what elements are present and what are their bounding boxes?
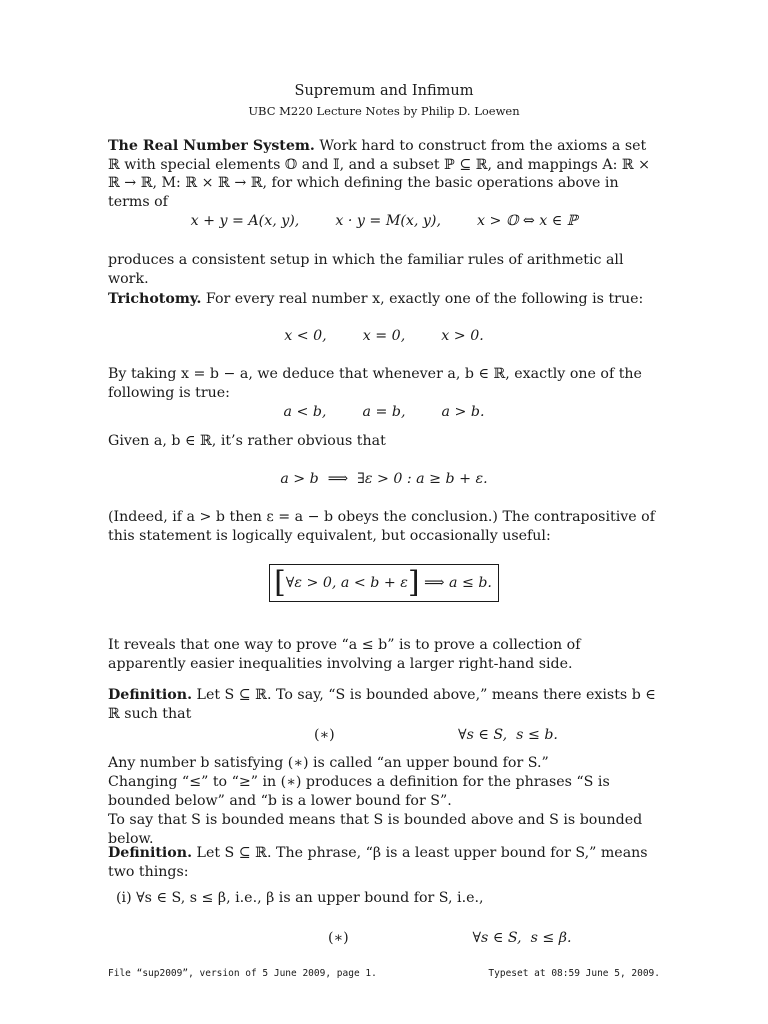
page-footer [108, 968, 660, 981]
paragraph-text: For every real number x, exactly one of the following is true: [205, 291, 644, 307]
section-lead: Definition. [108, 687, 193, 703]
paragraph-text: (Indeed, if a > b then ε = a − b obeys the conclusion.) The contrapositive of this statement is logically equivalent, but occasionally useful: [108, 509, 655, 544]
paragraph-text: Given a, b ∈ ℝ, it’s rather obvious that [108, 433, 386, 449]
least-upper-bound-equation: ∀s ∈ S, s ≤ β. [472, 930, 572, 946]
page-title: Supremum and Infimum [294, 83, 474, 99]
page-subtitle: UBC M220 Lecture Notes by Philip D. Loewen [248, 104, 520, 118]
section-lead: Definition. [108, 845, 193, 861]
section-lead: Trichotomy. [108, 291, 202, 307]
epsilon-implication-equation: a > b ⟹ ∃ε > 0 : a ≥ b + ε. [280, 471, 488, 487]
boxed-result [108, 564, 660, 602]
section-lead: The Real Number System. [108, 138, 315, 154]
footer-file-info: File “sup2009”, version of 5 June 2009, page 1. [108, 968, 377, 979]
boxed-conclusion: ⟹ a ≤ b. [424, 575, 492, 591]
real-number-system-paragraph [108, 137, 660, 212]
right-bracket: ] [407, 565, 420, 600]
list-item: (i) ∀s ∈ S, s ≤ β, i.e., β is an upper bound for S, i.e., [116, 890, 484, 906]
equation-tag: (∗) [328, 930, 349, 946]
boxed-equation [269, 564, 499, 602]
order-equation: a < b, a = b, a > b. [283, 404, 485, 420]
basic-operations-equation: x + y = A(x, y), x · y = M(x, y), x > 𝕆 ⇔ x ∈ ℙ [190, 213, 578, 229]
paragraph-text: Work hard to construct from the axioms a set ℝ with special elements 𝕆 and 𝕀, and a subset ℙ ⊆ ℝ, and mappings A: ℝ × ℝ → ℝ, M: ℝ × ℝ → ℝ, for which defining the basic operations above in terms of [108, 138, 651, 211]
footer-typeset-info: Typeset at 08:59 June 5, 2009. [488, 968, 660, 979]
paragraph-text: To say that S is bounded means that S is bounded above and S is bounded below. [108, 812, 643, 847]
paragraph-text: Let S ⊆ ℝ. The phrase, “β is a least upper bound for S,” means two things: [108, 845, 648, 880]
definition-bounded-paragraph [108, 686, 660, 723]
paragraph-text: Let S ⊆ ℝ. To say, “S is bounded above,” means there exists b ∈ ℝ such that [108, 687, 656, 722]
trichotomy-paragraph [108, 290, 660, 309]
paragraph-text: Changing “≤” to “≥” in (∗) produces a definition for the phrases “S is bounded below” and “b is a lower bound for S”. [108, 774, 610, 809]
paragraph-text: By taking x = b − a, we deduce that whenever a, b ∈ ℝ, exactly one of the following is true: [108, 366, 642, 401]
boxed-inner: ∀ε > 0, a < b + ε [285, 575, 408, 591]
paragraph-text: produces a consistent setup in which the familiar rules of arithmetic all work. [108, 252, 624, 287]
trichotomy-equation: x < 0, x = 0, x > 0. [284, 328, 484, 344]
equation-tag: (∗) [314, 727, 335, 743]
paragraph-text: It reveals that one way to prove “a ≤ b” is to prove a collection of apparently easier inequalities involving a larger right-hand side. [108, 637, 581, 672]
document-page [108, 0, 660, 1024]
left-bracket: [ [274, 565, 286, 600]
upper-bound-equation: ∀s ∈ S, s ≤ b. [458, 727, 558, 743]
paragraph-text: Any number b satisfying (∗) is called “an upper bound for S.” [108, 755, 549, 771]
definition-lub-paragraph [108, 844, 660, 881]
